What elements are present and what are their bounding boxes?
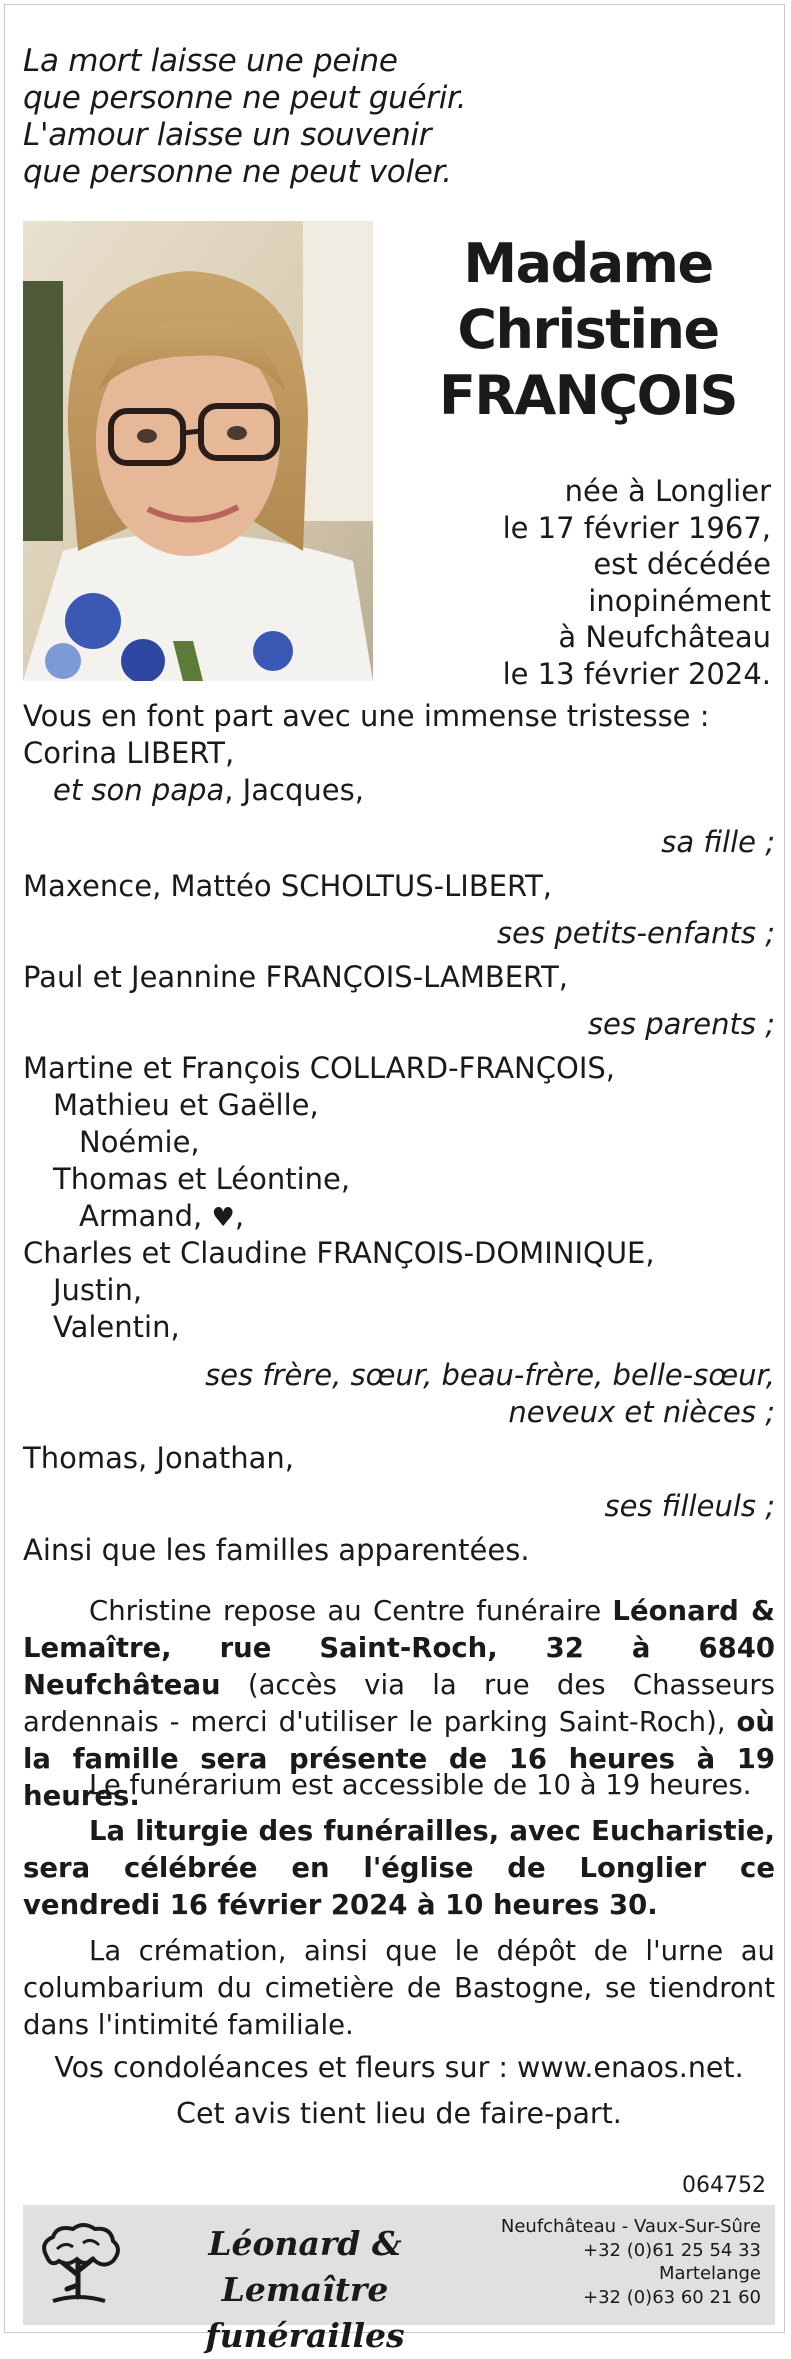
birth-line: née à Longlier [564,474,771,508]
heart-icon: ♥ [211,1203,235,1233]
portrait-image [23,221,373,681]
para-text: Christine repose au Centre funéraire [89,1595,613,1627]
family-relation: ses petits-enfants ; [497,916,775,950]
obituary-page [4,4,785,2355]
family-line: Corina LIBERT, [23,736,235,770]
poem [23,43,466,191]
family-relation: neveux et nièces ; [508,1395,775,1429]
family-name: , Jacques, [224,773,364,807]
poem-line: L'amour laisse un souvenir [23,117,432,153]
logo-line2: funérailles [205,2316,405,2355]
family-name: Armand, [79,1199,203,1233]
contact-phone: +32 (0)61 25 54 33 [583,2239,761,2261]
death-place: à Neufchâteau [558,620,771,654]
family-line [23,1199,791,1233]
family-relation: sa fille ; [661,825,775,859]
contact-phone: +32 (0)63 60 21 60 [583,2286,761,2308]
para-text: (accès via la rue des Chasseurs ardennais - merci d'utiliser le parking Saint-Roch), [23,1669,775,1738]
family-relation: ses parents ; [587,1007,775,1041]
name-first: Christine [457,298,719,361]
family-line: Maxence, Mattéo SCHOLTUS-LIBERT, [23,869,553,903]
family-line: Paul et Jeannine FRANÇOIS-LAMBERT, [23,960,569,994]
family-line: Mathieu et Gaëlle, [53,1088,319,1122]
family-relation: et son papa [53,773,225,807]
funeral-home-logo [135,2221,475,2359]
family-punct: , [234,1199,245,1233]
para-bold-hours: où la famille sera présente de 16 heures à 19 heures. [23,1706,775,1812]
para-text: La crémation, ainsi que le dépôt de l'urne au columbarium du cimetière de Bastogne, se tiendront dans l'intimité familiale. [23,1935,775,2041]
name-last: FRANÇOIS [439,364,737,427]
family-closing: Ainsi que les familles apparentées. [23,1533,530,1567]
family-line: Valentin, [53,1310,180,1344]
funeral-home-contact [501,2215,761,2309]
cremation-paragraph [23,1933,775,2044]
family-relation: ses frère, sœur, beau-frère, belle-sœur, [205,1358,775,1392]
contact-location: Martelange [658,2263,761,2284]
family-line: Martine et François COLLARD-FRANÇOIS, [23,1051,616,1085]
name-title: Madame [463,232,713,295]
family-line: Noémie, [79,1125,200,1159]
family-relation: ses filleuls ; [604,1489,775,1523]
birth-date: le 17 février 1967, [502,510,771,545]
reference-number: 064752 [682,2173,766,2198]
death-date: le 13 février 2024. [502,656,771,691]
portrait-photo [23,221,373,681]
family-line: Thomas et Léontine, [53,1162,351,1196]
para-text: Le funérarium est accessible de 10 à 19 heures. [89,1769,752,1801]
family-line: Charles et Claudine FRANÇOIS-DOMINIQUE, [23,1236,655,1270]
logo-line1: Léonard & Lemaître [208,2224,402,2309]
para-bold-address: Léonard & Lemaître, rue Saint-Roch, 32 à 6840 Neufchâteau [23,1595,775,1701]
poem-line: que personne ne peut guérir. [23,80,467,116]
deceased-name [405,231,771,429]
family-line: Justin, [53,1273,143,1307]
notice-line: Cet avis tient lieu de faire-part. [176,2097,622,2130]
contact-location: Neufchâteau - Vaux-Sur-Sûre [500,2216,761,2237]
family-line: Thomas, Jonathan, [23,1441,294,1475]
tree-icon [33,2219,123,2309]
condolences-line: Vos condoléances et fleurs sur : www.enaos.net. [54,2051,744,2084]
family-intro: Vous en font part avec une immense tristesse : [23,699,710,733]
birth-death-info [405,473,771,692]
liturgy-paragraph [23,1813,775,1924]
poem-line: que personne ne peut voler. [23,154,452,190]
poem-line: La mort laisse une peine [23,43,398,79]
death-line: est décédée inopinément [588,547,771,618]
funeral-home-footer [23,2205,775,2355]
funerarium-hours [23,1767,775,1804]
family-line [23,773,791,807]
para-bold-liturgy: La liturgie des funérailles, avec Eucharistie, sera célébrée en l'église de Longlier ce vendredi 16 février 2024 à 10 heures 30. [23,1815,775,1921]
